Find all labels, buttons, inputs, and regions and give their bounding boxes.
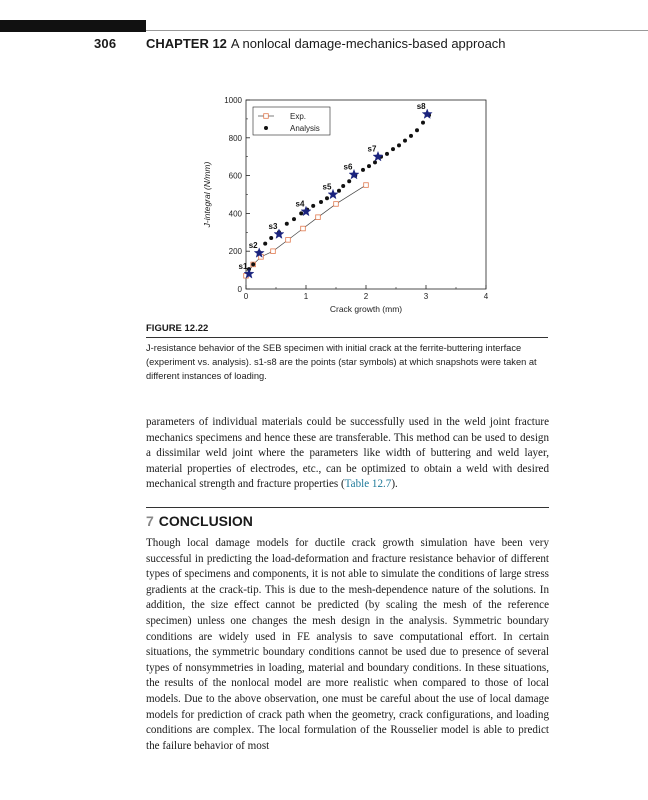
x-tick-label: 1 xyxy=(303,292,309,301)
header-bar xyxy=(0,20,146,32)
figure-rule xyxy=(146,337,548,338)
legend-exp-marker xyxy=(264,114,269,119)
exp-point xyxy=(316,215,321,220)
snapshot-label: s4 xyxy=(295,199,305,209)
x-tick-label: 3 xyxy=(423,292,429,301)
y-tick-label: 0 xyxy=(237,285,242,294)
chart-axes xyxy=(202,96,489,314)
j-resistance-chart xyxy=(196,90,506,320)
snapshot-label: s6 xyxy=(343,162,353,172)
analysis-point xyxy=(285,222,289,226)
analysis-point xyxy=(415,128,419,132)
chapter-label: CHAPTER 12 xyxy=(146,36,227,51)
analysis-point xyxy=(325,196,329,200)
section-title: CONCLUSION xyxy=(158,513,253,529)
analysis-point xyxy=(409,134,413,138)
legend-analysis-label: Analysis xyxy=(290,124,320,133)
y-axis-label: J-integral (N/mm) xyxy=(202,161,212,228)
analysis-point xyxy=(367,164,371,168)
analysis-point xyxy=(361,168,365,172)
snapshot-label: s1 xyxy=(238,261,248,271)
analysis-point xyxy=(397,143,401,147)
y-tick-label: 1000 xyxy=(224,96,242,105)
analysis-point xyxy=(337,189,341,193)
analysis-point xyxy=(385,152,389,156)
snapshot-label: s8 xyxy=(416,102,426,112)
legend-exp-label: Exp. xyxy=(290,112,307,121)
analysis-point xyxy=(319,200,323,204)
figure-label: FIGURE 12.22 xyxy=(146,323,209,334)
analysis-point xyxy=(421,121,425,125)
legend-analysis-marker xyxy=(264,126,268,130)
exp-point xyxy=(334,202,339,207)
analysis-point xyxy=(347,179,351,183)
table-reference-link[interactable]: Table 12.7 xyxy=(344,478,392,491)
snapshot-label: s3 xyxy=(268,222,278,232)
exp-point xyxy=(286,238,291,243)
running-head xyxy=(146,36,506,51)
x-axis-label: Crack growth (mm) xyxy=(329,304,403,314)
exp-point xyxy=(364,183,369,188)
analysis-point xyxy=(251,262,255,266)
y-tick-label: 600 xyxy=(228,171,242,181)
exp-series-line xyxy=(246,182,366,276)
x-tick-label: 2 xyxy=(363,292,369,301)
analysis-point xyxy=(391,147,395,151)
body-paragraph-2: Though local damage models for ductile crack growth simulation have been very successful in predicting the load-deformation and fracture resistance behavior of different types of specimens and components, it is not able to simulate the conditions of large stress gradients at the crack-tip. This is due to the mesh-dependence nature of the solutions. In addition, the size effect cannot be predicted (by scaling the mesh of the reference specimen) unless one changes the mesh design in the analysis. Symmetric boundary conditions are widely used in FE analysis to save computational effort. In certain situations, the symmetric boundary conditions cannot be used due to presence of several types of nonsymmetries in loading, material and boundary conditions. In these situations, the results of the nonlocal model are more realistic when compared to those of local models. Due to the above observation, one must be careful about the use of local damage models for prediction of crack path when the geometry, crack configurations, and loading conditions are complex. The local formulation of the Rousselier model is able to predict the failure behavior of most xyxy=(146,537,549,752)
paragraph-1-text: parameters of individual materials could be successfully used in the weld joint fracture mechanics specimens and hence these are transferable. This method can be used to design a dissimilar weld joint where the parameters like width of buttering and weld layer, material properties of electrodes, etc., can be optimized to obtain a weld with desired mechanical strength and fracture properties ( xyxy=(146,416,549,491)
header-rule xyxy=(146,30,648,31)
body-paragraph-1 xyxy=(146,415,549,493)
chart-legend xyxy=(253,107,330,135)
figure-caption: J-resistance behavior of the SEB specimen with initial crack at the ferrite-buttering interface (experiment vs. analysis). s1-s8 are the points (star symbols) at which snapshots were taken at different instances of loading. xyxy=(146,343,537,381)
exp-point xyxy=(301,226,306,231)
analysis-point xyxy=(341,184,345,188)
exp-point xyxy=(271,249,276,254)
chapter-title: A nonlocal damage-mechanics-based approach xyxy=(230,36,506,51)
x-tick-label: 0 xyxy=(243,292,249,301)
section-heading xyxy=(146,513,253,529)
analysis-point xyxy=(299,211,303,215)
y-tick-label: 200 xyxy=(228,247,242,257)
section-number: 7 xyxy=(146,513,154,529)
snapshot-label: s2 xyxy=(248,241,258,251)
x-tick-label: 4 xyxy=(483,292,489,301)
paragraph-1-end: ). xyxy=(391,478,398,491)
snapshot-label: s5 xyxy=(322,182,332,192)
snapshot-label: s7 xyxy=(367,144,377,154)
analysis-point xyxy=(403,139,407,143)
y-tick-label: 400 xyxy=(228,209,242,219)
analysis-point xyxy=(263,242,267,246)
analysis-point xyxy=(292,217,296,221)
section-rule xyxy=(146,507,549,508)
analysis-point xyxy=(311,204,315,208)
analysis-point xyxy=(269,236,273,240)
page-number: 306 xyxy=(94,36,117,51)
y-tick-label: 800 xyxy=(228,133,242,143)
